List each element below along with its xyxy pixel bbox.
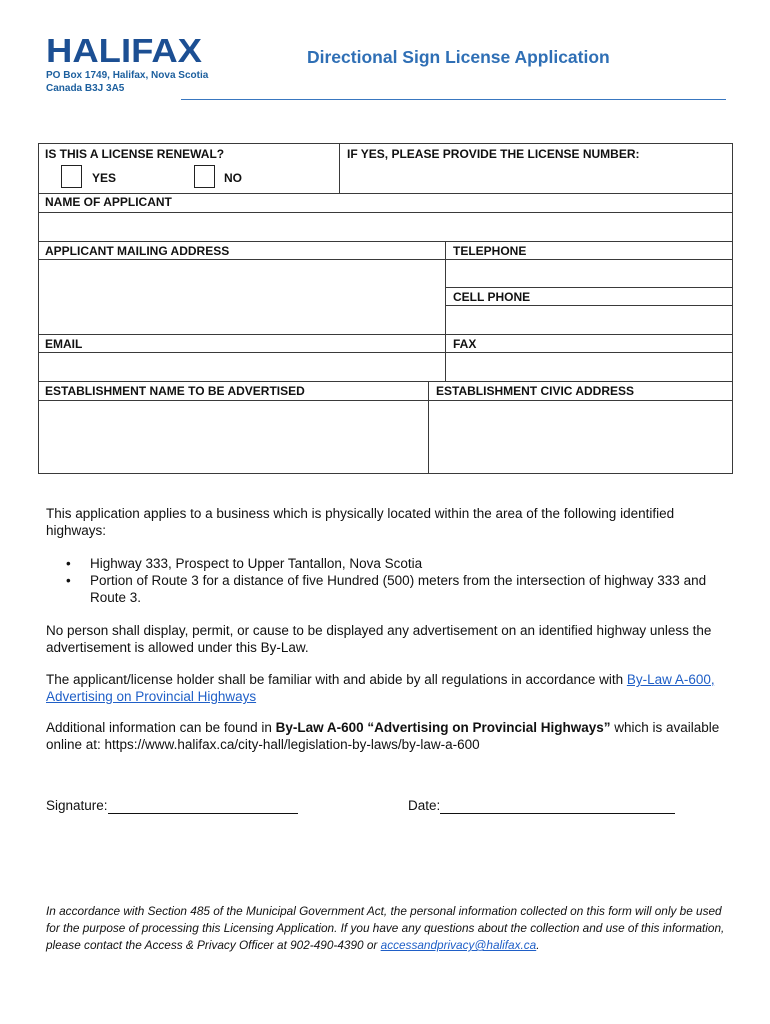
establishment-name-label: ESTABLISHMENT NAME TO BE ADVERTISED [45,384,305,398]
no-label: NO [224,171,242,185]
row-divider [39,212,732,213]
row-divider [39,381,732,382]
license-number-label: IF YES, PLEASE PROVIDE THE LICENSE NUMBER: [347,147,640,161]
column-divider [445,241,446,381]
row-divider [445,287,732,288]
privacy-notice-end: . [536,938,540,952]
row-divider [39,241,732,242]
applicant-name-label: NAME OF APPLICANT [45,195,172,209]
page-title: Directional Sign License Application [307,47,610,67]
fax-label: FAX [453,337,477,351]
bylaw-link[interactable]: By-Law A-600, [626,672,715,687]
cell-phone-label: CELL PHONE [453,290,531,304]
privacy-email-link[interactable]: accessandprivacy@halifax.ca [380,938,537,952]
renewal-question-label: IS THIS A LICENSE RENEWAL? [45,147,225,161]
application-form [38,143,733,474]
halifax-logo-mark [46,33,206,69]
list-item: • Portion of Route 3 for a distance of five Hundred (500) meters from the intersection of highway 333 and Route 3. [66,572,736,606]
prohibition-paragraph: No person shall display, permit, or cause to be displayed any advertisement on an identified highway unless the advertisement is allowed under this By-Law. [46,623,712,655]
bylaw-title: By-Law A-600 “Advertising on Provincial Highways” [275,720,611,735]
additional-info-text: Additional information can be found in [46,720,276,735]
privacy-notice-text: In accordance with Section 485 of the Municipal Government Act, the personal information collected on this form will only be used for the purpose of processing this Licensing Application. If you have any questions about the collection and use of this information, please contact the Access & Privacy Officer at 902-490-4390 or [46,904,725,952]
yes-label: YES [92,171,117,185]
renewal-yes-checkbox[interactable] [61,165,82,188]
row-divider [39,259,732,260]
signature-block [46,797,298,814]
establishment-address-label: ESTABLISHMENT CIVIC ADDRESS [436,384,635,398]
privacy-notice [46,903,726,954]
signature-label: Signature: [46,798,108,813]
renewal-no-checkbox[interactable] [194,165,215,188]
header-divider [181,99,726,100]
logo-wordmark: HALIFAX [46,33,202,69]
signature-line[interactable] [108,799,298,814]
address-line-1: PO Box 1749, Halifax, Nova Scotia [46,70,209,81]
additional-info-url: which is available online at: https://www.halifax.ca/city-hall/legislation-by-laws/by-law-a-600 [46,720,720,752]
date-line[interactable] [440,799,675,814]
intro-paragraph: This application applies to a business which is physically located within the area of the following identified highways: [46,506,675,538]
regulations-paragraph [46,671,726,705]
telephone-label: TELEPHONE [453,244,527,258]
row-divider [39,352,732,353]
halifax-logo [46,33,206,69]
column-divider [339,144,340,193]
row-divider [39,334,732,335]
regulations-text: The applicant/license holder shall be familiar with and abide by all regulations in accordance with [46,672,627,687]
row-divider [445,305,732,306]
address-line-2: Canada B3J 3A5 [46,83,125,94]
date-block [408,797,675,814]
row-divider [39,400,732,401]
highway-list [66,555,736,606]
list-item: • Highway 333, Prospect to Upper Tantallon, Nova Scotia [66,555,736,572]
column-divider [428,381,429,474]
additional-info-paragraph [46,719,726,753]
advertising-link[interactable]: Advertising on Provincial Highways [46,689,257,704]
row-divider [39,193,732,194]
email-label: EMAIL [45,337,83,351]
postal-address [46,69,208,95]
date-label: Date: [408,798,441,813]
mailing-address-label: APPLICANT MAILING ADDRESS [45,244,230,258]
